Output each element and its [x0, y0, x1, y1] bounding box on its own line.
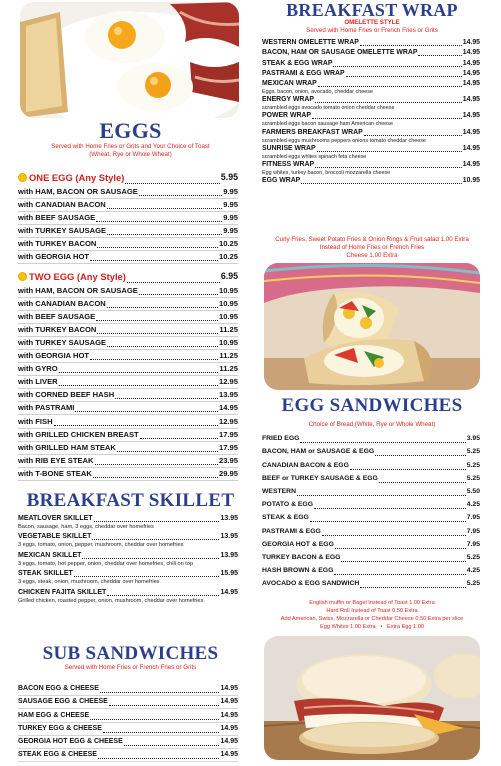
dot-leader — [74, 576, 220, 577]
note-bullet: • — [380, 624, 383, 630]
two-egg-item-price: 12.95 — [218, 377, 238, 387]
two-egg-item-name: with GYRO — [18, 364, 58, 374]
dot-leader — [300, 442, 465, 443]
skillet-item-row — [18, 514, 238, 524]
sub-item-name: TURKEY EGG & CHEESE — [18, 724, 102, 732]
dot-leader — [54, 425, 218, 426]
sandwich-item-row — [262, 498, 480, 511]
wrap-item-name: POWER WRAP — [262, 112, 311, 120]
one-egg-item-price: 9.95 — [223, 187, 238, 197]
sub-item-row — [18, 723, 238, 736]
sandwich-item-row — [262, 485, 480, 498]
two-egg-item-row — [18, 350, 238, 363]
sub-item-name: STEAK EGG & CHEESE — [18, 751, 97, 759]
wrap-title: BREAKFAST WRAP — [286, 0, 458, 20]
sub-item-price: 14.95 — [220, 724, 238, 732]
sandwich-item-name: BACON, HAM or SAUSAGE & EGG — [262, 448, 375, 456]
eggs-subtitle-2: (Wheat, Rye or Whole Wheat) — [89, 151, 172, 158]
wrap-item-price: 14.95 — [462, 39, 480, 47]
sandwich-item-price: 5.25 — [466, 580, 480, 588]
one-egg-item-row — [18, 251, 238, 264]
wrap-item-description: Eggs, bacon, onion, avocado, cheddar cheese — [262, 88, 373, 95]
extra-egg-note: Extra Egg 1.00 — [386, 624, 424, 630]
wrap-item-row — [262, 144, 480, 154]
dot-leader — [318, 86, 462, 87]
dot-leader — [97, 247, 218, 248]
sub-item-price: 14.95 — [220, 698, 238, 706]
wrap-item-price: 14.95 — [462, 96, 480, 104]
one-egg-item-row — [18, 186, 238, 199]
sandwich-item-price: 5.25 — [466, 448, 480, 456]
dot-leader — [95, 464, 218, 465]
dot-leader — [97, 333, 218, 334]
sandwich-item-price: 5.25 — [466, 474, 480, 482]
wrap-item-price: 14.95 — [462, 160, 480, 168]
skillet-item-name: CHICKEN FAJITA SKILLET — [18, 588, 107, 596]
dot-leader — [100, 692, 220, 693]
dot-leader — [310, 521, 466, 522]
sandwich-item-name: TURKEY BACON & EGG — [262, 553, 341, 561]
sun-icon — [18, 173, 27, 182]
wrap-item-price: 14.95 — [462, 128, 480, 136]
two-egg-item-name: with CANADIAN BACON — [18, 299, 106, 309]
two-egg-item-name: with T-BONE STEAK — [18, 468, 92, 478]
one-egg-item-name: with GEORGIA HOT — [18, 252, 90, 262]
dot-leader — [315, 102, 462, 103]
two-egg-item-row — [18, 415, 238, 428]
skillet-item-price: 13.95 — [220, 551, 238, 559]
dot-leader — [107, 208, 222, 209]
sandwich-item-name: STEAK & EGG — [262, 514, 309, 522]
skillet-item-name: STEAK SKILLET — [18, 570, 73, 578]
dot-leader — [335, 548, 466, 549]
sub-item-name: GEORGIA HOT EGG & CHEESE — [18, 737, 123, 745]
wrap-item-description: scrambled eggs avocado tomato onion cheddar cheese — [262, 105, 395, 112]
sandwich-item-row — [262, 445, 480, 458]
sandwich-item-price: 5.25 — [466, 461, 480, 469]
two-egg-item-price: 29.95 — [218, 468, 238, 478]
sub-list — [18, 683, 238, 762]
two-egg-item-name: with LIVER — [18, 377, 58, 387]
one-egg-header — [18, 169, 238, 186]
wrap-item-name: PASTRAMI & EGG WRAP — [262, 69, 345, 77]
dot-leader — [322, 535, 466, 536]
two-egg-item-row — [18, 298, 238, 311]
sub-item-row — [18, 709, 238, 722]
wrap-item-name: MEXICAN WRAP — [262, 79, 317, 87]
dot-leader — [341, 561, 465, 562]
skillet-item-name: MEXICAN SKILLET — [18, 551, 82, 559]
dot-leader — [139, 195, 222, 196]
two-egg-item-row — [18, 402, 238, 415]
dot-leader — [314, 508, 466, 509]
dot-leader — [317, 151, 462, 152]
wrap-item-row — [262, 48, 480, 58]
sub-item-row — [18, 736, 238, 749]
sandwich-item-row — [262, 458, 480, 471]
sandwich-item-row — [262, 551, 480, 564]
one-egg-item-name: with HAM, BACON OR SAUSAGE — [18, 187, 138, 197]
wrap-item-row — [262, 176, 480, 186]
sandwich-item-price: 3.95 — [466, 435, 480, 443]
dot-leader — [107, 346, 218, 347]
sandwich-item-name: BEEF or TURKEY SAUSAGE & EGG — [262, 474, 378, 482]
dot-leader — [364, 135, 462, 136]
wrap-item-row — [262, 95, 480, 105]
one-egg-item-price: 9.95 — [223, 226, 238, 236]
wrap-item-price: 14.95 — [462, 79, 480, 87]
wrap-item-description: scrambled eggs whites spinach feta cheese — [262, 153, 367, 160]
dot-leader — [297, 495, 466, 496]
wrap-photo — [264, 263, 480, 390]
skillet-item-name: VEGETABLE SKILLET — [18, 533, 92, 541]
sandwich-item-name: GEORGIA HOT & EGG — [262, 540, 334, 548]
sandwich-photo — [264, 636, 480, 760]
two-egg-item-name: with TURKEY SAUSAGE — [18, 338, 107, 348]
two-egg-item-price: 13.95 — [218, 390, 238, 400]
wrap-item-row — [262, 127, 480, 137]
skillet-item-description: 3 eggs, tomato, hot pepper, onion, cheddar over homefries, chili on top — [18, 560, 194, 567]
skillet-item-price: 15.95 — [220, 570, 238, 578]
sandwich-item-name: AVOCADO & EGG SANDWICH — [262, 580, 360, 588]
two-egg-item-row — [18, 468, 238, 481]
two-egg-item-price: 17.95 — [218, 429, 238, 439]
wrap-item-description: Egg whites, turkey bacon, broccoli mozzarella cheese — [262, 169, 391, 176]
sub-item-price: 14.95 — [220, 685, 238, 693]
sandwich-item-price: 7.95 — [466, 527, 480, 535]
two-egg-item-price: 11.25 — [219, 325, 238, 335]
sandwich-item-row — [262, 538, 480, 551]
wrap-item-description: scrambled eggs bacon sausage ham American cheese — [262, 121, 393, 128]
dot-leader — [107, 307, 218, 308]
dot-leader — [301, 183, 461, 184]
one-egg-list — [18, 186, 238, 264]
eggs-subtitle-1: Served with Home Fries or Grits and Your Choice of Toast — [51, 143, 210, 150]
two-egg-item-name: with BEEF SAUSAGE — [18, 312, 96, 322]
two-egg-item-price: 17.95 — [218, 442, 238, 452]
sub-item-row — [18, 749, 238, 762]
sub-item-name: HAM EGG & CHEESE — [18, 711, 90, 719]
eggs-title: EGGS — [99, 118, 162, 143]
sub-subtitle: Served with Home Fries or French Fries or Grits — [64, 664, 197, 671]
one-egg-item-price: 10.25 — [218, 239, 238, 249]
skillet-item-row — [18, 532, 238, 542]
two-egg-item-row — [18, 376, 238, 389]
dot-leader — [75, 411, 218, 412]
skillet-item-row — [18, 569, 238, 579]
dot-leader — [346, 76, 462, 77]
wrap-item-row — [262, 160, 480, 170]
sandwich-note-2: Hard Roll Instead of Toast 0.50 Extra — [326, 608, 418, 614]
sandwich-item-name: POTATO & EGG — [262, 501, 313, 509]
one-egg-item-name: with TURKEY SAUSAGE — [18, 226, 107, 236]
sub-item-price: 14.95 — [220, 737, 238, 745]
egg-sandwiches-subtitle: Choice of Bread (White, Rye or Whole Wheat) — [308, 421, 436, 428]
wrap-item-name: STEAK & EGG WRAP — [262, 59, 333, 67]
dot-leader — [94, 521, 220, 522]
skillet-list — [18, 513, 238, 606]
two-egg-item-name: with GEORGIA HOT — [18, 351, 90, 361]
two-egg-item-price: 10.95 — [218, 312, 238, 322]
skillet-item-price: 13.95 — [220, 515, 238, 522]
two-egg-item-price: 14.95 — [218, 403, 238, 413]
wrap-item-price: 14.95 — [462, 144, 480, 152]
dot-leader — [59, 372, 219, 373]
skillet-item-description: Grilled chicken, roasted pepper, onion, mushroom, cheddar over homefries — [18, 597, 204, 604]
two-egg-item-name: with PASTRAMI — [18, 403, 75, 413]
dot-leader — [379, 482, 466, 483]
dot-leader — [96, 221, 222, 222]
dot-leader — [107, 595, 219, 596]
two-egg-item-price: 23.95 — [218, 455, 238, 465]
dot-leader — [350, 469, 466, 470]
two-egg-item-name: with GRILLED CHICKEN BREAST — [18, 429, 139, 439]
wrap-list — [262, 38, 480, 186]
one-egg-price: 5.95 — [220, 172, 238, 182]
wrap-item-price: 14.95 — [462, 49, 480, 57]
wrap-item-name: WESTERN OMELETTE WRAP — [262, 39, 359, 47]
one-egg-item-name: with CANADIAN BACON — [18, 200, 106, 210]
two-egg-item-name: with FISH — [18, 416, 53, 426]
two-egg-header — [18, 268, 238, 285]
wrap-note-1: Curly Fries, Sweet Potato Fries & Onion Rings & Fruit salad 1.00 Extra — [275, 236, 469, 243]
one-egg-item-price: 9.95 — [223, 213, 238, 223]
dot-leader — [107, 234, 222, 235]
sandwich-item-name: WESTERN — [262, 487, 296, 495]
two-egg-section — [18, 268, 238, 481]
dot-leader — [82, 558, 219, 559]
sandwich-note-4 — [262, 624, 482, 631]
dot-leader — [117, 451, 218, 452]
wrap-item-row — [262, 69, 480, 79]
one-egg-label: ONE EGG (Any Style) — [29, 172, 125, 183]
two-egg-item-name: with TURKEY BACON — [18, 325, 97, 335]
two-egg-item-price: 11.25 — [219, 351, 238, 361]
sandwich-note-1: English muffin or Bagel Instead of Toast 1.00 Extra — [309, 600, 435, 606]
wrap-item-name: BACON, HAM OR SAUSAGE OMELETTE WRAP — [262, 49, 418, 57]
dot-leader — [139, 294, 218, 295]
wrap-item-price: 14.95 — [462, 59, 480, 67]
dot-leader — [333, 66, 461, 67]
two-egg-item-name: with RIB EYE STEAK — [18, 455, 94, 465]
sandwich-note-3: Add American, Swiss, Mozzarella or Cheddar Cheese 0.50 Extra per slice — [280, 616, 464, 622]
one-egg-item-row — [18, 212, 238, 225]
wrap-item-row — [262, 79, 480, 89]
sandwich-list — [262, 432, 480, 590]
two-egg-item-row — [18, 389, 238, 402]
two-egg-item-row — [18, 455, 238, 468]
dot-leader — [93, 477, 218, 478]
two-egg-item-row — [18, 363, 238, 376]
skillet-item-price: 13.95 — [220, 533, 238, 541]
dot-leader — [360, 587, 465, 588]
one-egg-section — [18, 169, 238, 264]
dot-leader — [92, 539, 219, 540]
two-egg-item-price: 11.25 — [219, 364, 238, 374]
sandwich-item-row — [262, 577, 480, 590]
wrap-item-row — [262, 111, 480, 121]
one-egg-item-row — [18, 199, 238, 212]
sandwich-item-row — [262, 472, 480, 485]
two-egg-item-name: with GRILLED HAM STEAK — [18, 442, 116, 452]
sun-icon — [18, 272, 27, 281]
sandwich-item-name: FRIED EGG — [262, 435, 300, 443]
one-egg-item-name: with BEEF SAUSAGE — [18, 213, 96, 223]
sandwich-item-row — [262, 432, 480, 445]
skillet-item-name: MEATLOVER SKILLET — [18, 515, 93, 522]
one-egg-item-name: with TURKEY BACON — [18, 239, 97, 249]
sandwich-item-row — [262, 511, 480, 524]
dot-leader — [90, 260, 218, 261]
dot-leader — [334, 574, 465, 575]
wrap-item-name: EGG WRAP — [262, 177, 301, 185]
sandwich-item-name: HASH BROWN & EGG — [262, 567, 334, 575]
dot-leader — [312, 118, 462, 119]
wrap-note-2: Instead of Home Fries or French Fries — [319, 244, 425, 251]
dot-leader — [90, 359, 218, 360]
sandwich-item-price: 5.25 — [466, 553, 480, 561]
wrap-item-row — [262, 38, 480, 48]
dot-leader — [96, 320, 218, 321]
dot-leader — [315, 167, 462, 168]
sandwich-item-price: 4.25 — [466, 567, 480, 575]
sandwich-item-row — [262, 564, 480, 577]
wrap-item-name: SUNRISE WRAP — [262, 144, 316, 152]
two-egg-item-price: 10.95 — [218, 338, 238, 348]
dot-leader — [140, 438, 218, 439]
two-egg-item-row — [18, 311, 238, 324]
dot-leader — [418, 55, 461, 56]
two-egg-item-row — [18, 337, 238, 350]
wrap-item-name: ENERGY WRAP — [262, 96, 314, 104]
wrap-item-name: FITNESS WRAP — [262, 160, 315, 168]
sub-item-name: BACON EGG & CHEESE — [18, 685, 99, 693]
wrap-omelette-style: OMELETTE STYLE — [344, 19, 400, 26]
two-egg-item-name: with HAM, BACON OR SAUSAGE — [18, 286, 138, 296]
eggs-photo — [20, 2, 239, 118]
skillet-item-row — [18, 588, 238, 598]
two-egg-item-price: 10.95 — [218, 286, 238, 296]
two-egg-list — [18, 285, 238, 481]
skillet-title: BREAKFAST SKILLET — [26, 490, 235, 511]
dot-leader — [103, 732, 220, 733]
wrap-item-price: 14.95 — [462, 69, 480, 77]
two-egg-item-row — [18, 429, 238, 442]
dot-leader — [109, 705, 220, 706]
sub-item-name: SAUSAGE EGG & CHEESE — [18, 698, 108, 706]
one-egg-item-row — [18, 238, 238, 251]
skillet-item-description: 3 eggs, steak, onion, mushroom, cheddar over homefries — [18, 579, 160, 586]
sub-item-price: 14.95 — [220, 711, 238, 719]
wrap-item-row — [262, 58, 480, 68]
dot-leader — [124, 745, 220, 746]
dot-leader — [98, 758, 220, 759]
dot-leader — [360, 45, 462, 46]
two-egg-item-name: with CORNED BEEF HASH — [18, 390, 115, 400]
wrap-subtitle: Served with Home Fries or French Fries or Grits — [306, 27, 438, 34]
dot-leader — [59, 385, 218, 386]
one-egg-item-price: 9.95 — [223, 200, 238, 210]
dot-leader — [115, 398, 218, 399]
skillet-item-price: 14.95 — [220, 588, 238, 596]
one-egg-item-row — [18, 225, 238, 238]
skillet-item-description: 3 eggs, tomato, onion, pepper, mushroom, cheddar over homefries — [18, 542, 184, 549]
two-egg-item-price: 10.95 — [218, 299, 238, 309]
two-egg-price: 6.95 — [220, 271, 238, 281]
sandwich-item-name: PASTRAMI & EGG — [262, 527, 321, 535]
skillet-item-row — [18, 551, 238, 561]
egg-whites-note: Egg Whites 1.00 Extra — [320, 624, 376, 630]
wrap-item-name: FARMERS BREAKFAST WRAP — [262, 128, 363, 136]
wrap-item-price: 10.95 — [462, 177, 480, 185]
two-egg-item-row — [18, 285, 238, 298]
sandwich-item-row — [262, 524, 480, 537]
wrap-item-description: scrambled eggs mushrooms peppers onions tomato cheddar cheese — [262, 137, 426, 144]
two-egg-label: TWO EGG (Any Style) — [29, 271, 126, 282]
sub-item-price: 14.95 — [220, 751, 238, 759]
sub-item-row — [18, 683, 238, 696]
egg-sandwiches-title: EGG SANDWICHES — [281, 395, 463, 416]
one-egg-item-price: 10.25 — [218, 252, 238, 262]
sandwich-item-price: 5.50 — [466, 487, 480, 495]
two-egg-item-price: 12.95 — [218, 416, 238, 426]
sandwich-item-price: 7.95 — [466, 514, 480, 522]
dot-leader — [375, 455, 466, 456]
sandwich-item-price: 7.95 — [466, 540, 480, 548]
two-egg-item-row — [18, 324, 238, 337]
wrap-note-3: Cheese 1.00 Extra — [346, 252, 398, 259]
dot-leader — [90, 719, 219, 720]
wrap-item-price: 14.95 — [462, 112, 480, 120]
sandwich-item-price: 4.25 — [466, 501, 480, 509]
sub-item-row — [18, 696, 238, 709]
skillet-item-description: Bacon, sausage, ham, 3 eggs, cheddar over homefries — [18, 524, 154, 530]
sandwich-item-name: CANADIAN BACON & EGG — [262, 461, 349, 469]
two-egg-item-row — [18, 442, 238, 455]
sub-title: SUB SANDWICHES — [42, 643, 219, 664]
